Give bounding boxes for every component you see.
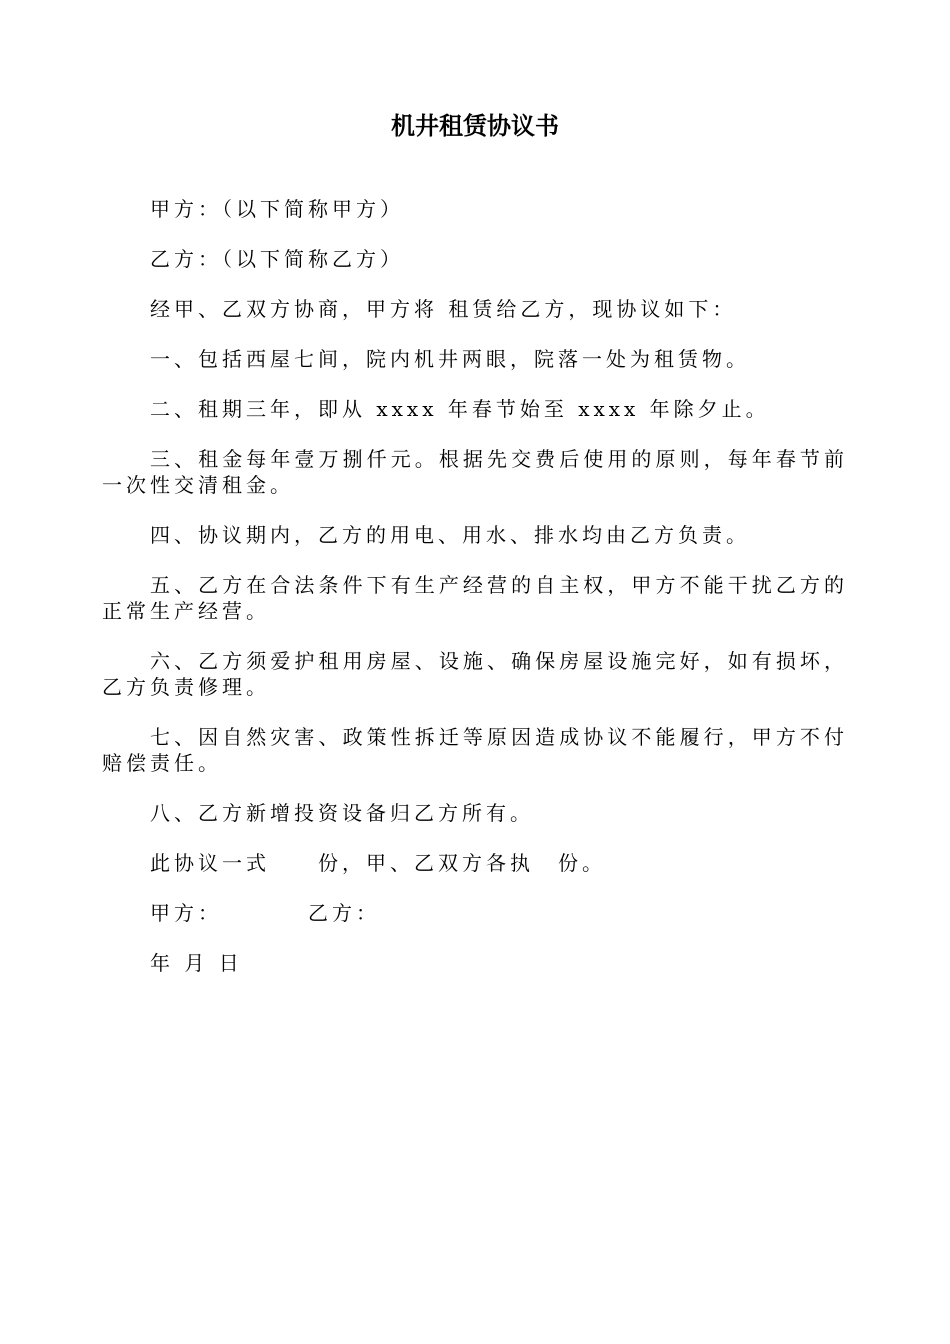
clause-4: 四、协议期内，乙方的用电、用水、排水均由乙方负责。 xyxy=(150,523,750,547)
signature-line: 甲方： 乙方： xyxy=(150,901,380,925)
document-title: 机井租赁协议书 xyxy=(391,112,559,140)
clause-3: 三、租金每年壹万捌仟元。根据先交费后使用的原则，每年春节前一次性交清租金。 xyxy=(102,447,848,497)
party-b-line: 乙方：（以下简称乙方） xyxy=(150,247,404,271)
clause-5: 五、乙方在合法条件下有生产经营的自主权，甲方不能干扰乙方的正常生产经营。 xyxy=(102,573,848,623)
clause-1: 一、包括西屋七间，院内机井两眼，院落一处为租赁物。 xyxy=(150,347,750,371)
date-line: 年 月 日 xyxy=(150,951,243,975)
agreement-intro: 经甲、乙双方协商，甲方将 租赁给乙方，现协议如下： xyxy=(150,297,737,321)
clause-7: 七、因自然灾害、政策性拆迁等原因造成协议不能履行，甲方不付赔偿责任。 xyxy=(102,725,848,775)
party-a-line: 甲方：（以下简称甲方） xyxy=(150,197,404,221)
clause-2: 二、租期三年，即从 xxxx 年春节始至 xxxx 年除夕止。 xyxy=(150,397,770,421)
document-body xyxy=(102,196,848,1000)
clause-6: 六、乙方须爱护租用房屋、设施、确保房屋设施完好，如有损坏，乙方负责修理。 xyxy=(102,649,848,699)
clause-8: 八、乙方新增投资设备归乙方所有。 xyxy=(150,801,534,825)
copies-line: 此协议一式 份，甲、乙双方各执 份。 xyxy=(150,851,606,875)
